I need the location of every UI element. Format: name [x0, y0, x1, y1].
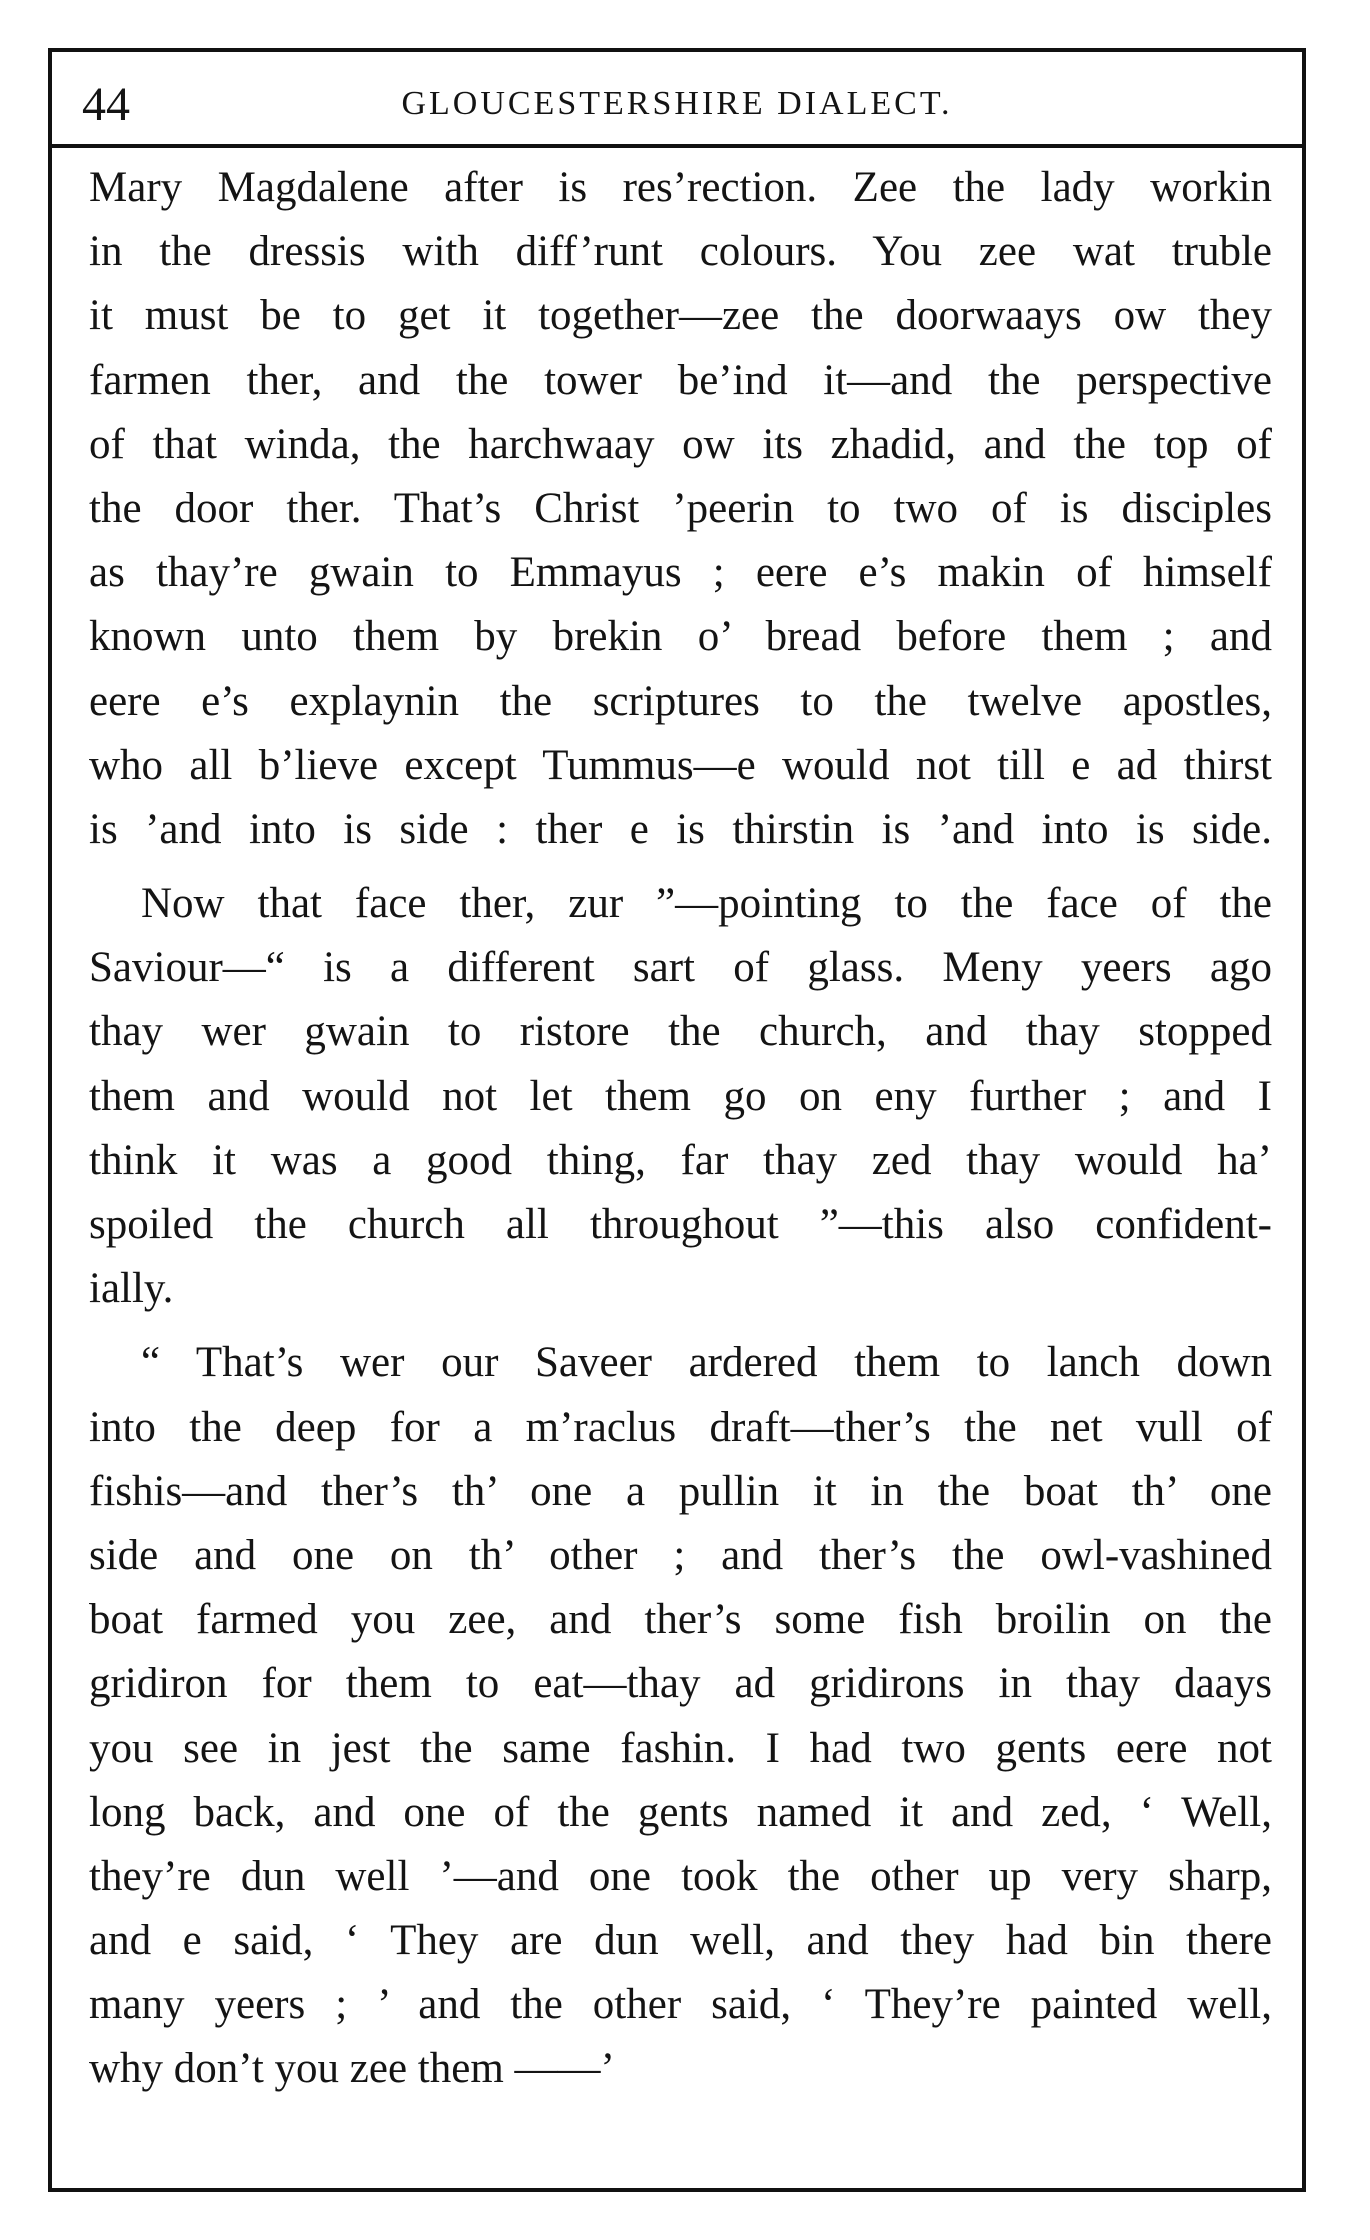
- text-line: eere e’s explaynin the scriptures to the twelve apostles,: [89, 677, 1272, 725]
- text-line: Now that face ther, zur ”—pointing to the face of the: [141, 880, 1272, 928]
- text-line: who all b’lieve except Tummus—e would not till e ad thirst: [89, 741, 1272, 789]
- text-line: as thay’re gwain to Emmayus ; eere e’s makin of himself: [89, 549, 1272, 597]
- page-number: 44: [82, 78, 130, 131]
- text-line: and e said, ‘ They are dun well, and they had bin there: [89, 1917, 1272, 1965]
- text-line: Mary Magdalene after is res’rection. Zee the lady workin: [89, 164, 1272, 211]
- body-text: [89, 156, 1272, 2112]
- text-line: them and would not let them go on eny further ; and I: [89, 1072, 1272, 1120]
- text-line: think it was a good thing, far thay zed thay would ha’: [89, 1136, 1272, 1184]
- text-line: they’re dun well ’—and one took the other up very sharp,: [89, 1852, 1272, 1900]
- text-line: the door ther. That’s Christ ’peerin to two of is disciples: [89, 484, 1272, 532]
- running-head: GLOUCESTERSHIRE DIALECT.: [401, 85, 953, 122]
- text-line: gridiron for them to eat—thay ad gridirons in thay daays: [89, 1660, 1272, 1708]
- text-line: fishis—and ther’s th’ one a pullin it in the boat th’ one: [89, 1467, 1272, 1515]
- text-line: why don’t you zee them ——’: [89, 2045, 615, 2093]
- text-line: thay wer gwain to ristore the church, and thay stopped: [89, 1008, 1272, 1056]
- text-line: in the dressis with diff’runt colours. You zee wat truble: [89, 228, 1272, 276]
- paragraph-2: [89, 872, 1272, 1321]
- text-line: “ That’s wer our Saveer ardered them to lanch down: [141, 1339, 1272, 1387]
- text-line: it must be to get it together—zee the doorwaays ow they: [89, 292, 1272, 340]
- text-line: spoiled the church all throughout ”—this also confident-: [89, 1201, 1272, 1248]
- text-line: side and one on th’ other ; and ther’s the owl-vashined: [89, 1531, 1272, 1579]
- text-line: long back, and one of the gents named it and zed, ‘ Well,: [89, 1788, 1272, 1836]
- paragraph-1: [89, 156, 1272, 862]
- page-frame: [48, 48, 1306, 2192]
- text-line: Saviour—“ is a different sart of glass. Meny yeers ago: [89, 944, 1272, 992]
- page-header: [52, 52, 1302, 148]
- text-line: into the deep for a m’raclus draft—ther’s the net vull of: [89, 1403, 1272, 1451]
- text-line: farmen ther, and the tower be’ind it—and the perspective: [89, 356, 1272, 404]
- text-line: is ’and into is side : ther e is thirstin is ’and into is side.: [89, 805, 1272, 853]
- text-line: of that winda, the harchwaay ow its zhadid, and the top of: [89, 420, 1272, 468]
- paragraph-3: [89, 1331, 1272, 2101]
- text-line: many yeers ; ’ and the other said, ‘ They’re painted well,: [89, 1981, 1272, 2029]
- text-line: known unto them by brekin o’ bread before them ; and: [89, 613, 1272, 661]
- text-line: you see in jest the same fashin. I had two gents eere not: [89, 1724, 1272, 1772]
- text-line: ially.: [89, 1265, 174, 1313]
- text-line: boat farmed you zee, and ther’s some fish broilin on the: [89, 1596, 1272, 1644]
